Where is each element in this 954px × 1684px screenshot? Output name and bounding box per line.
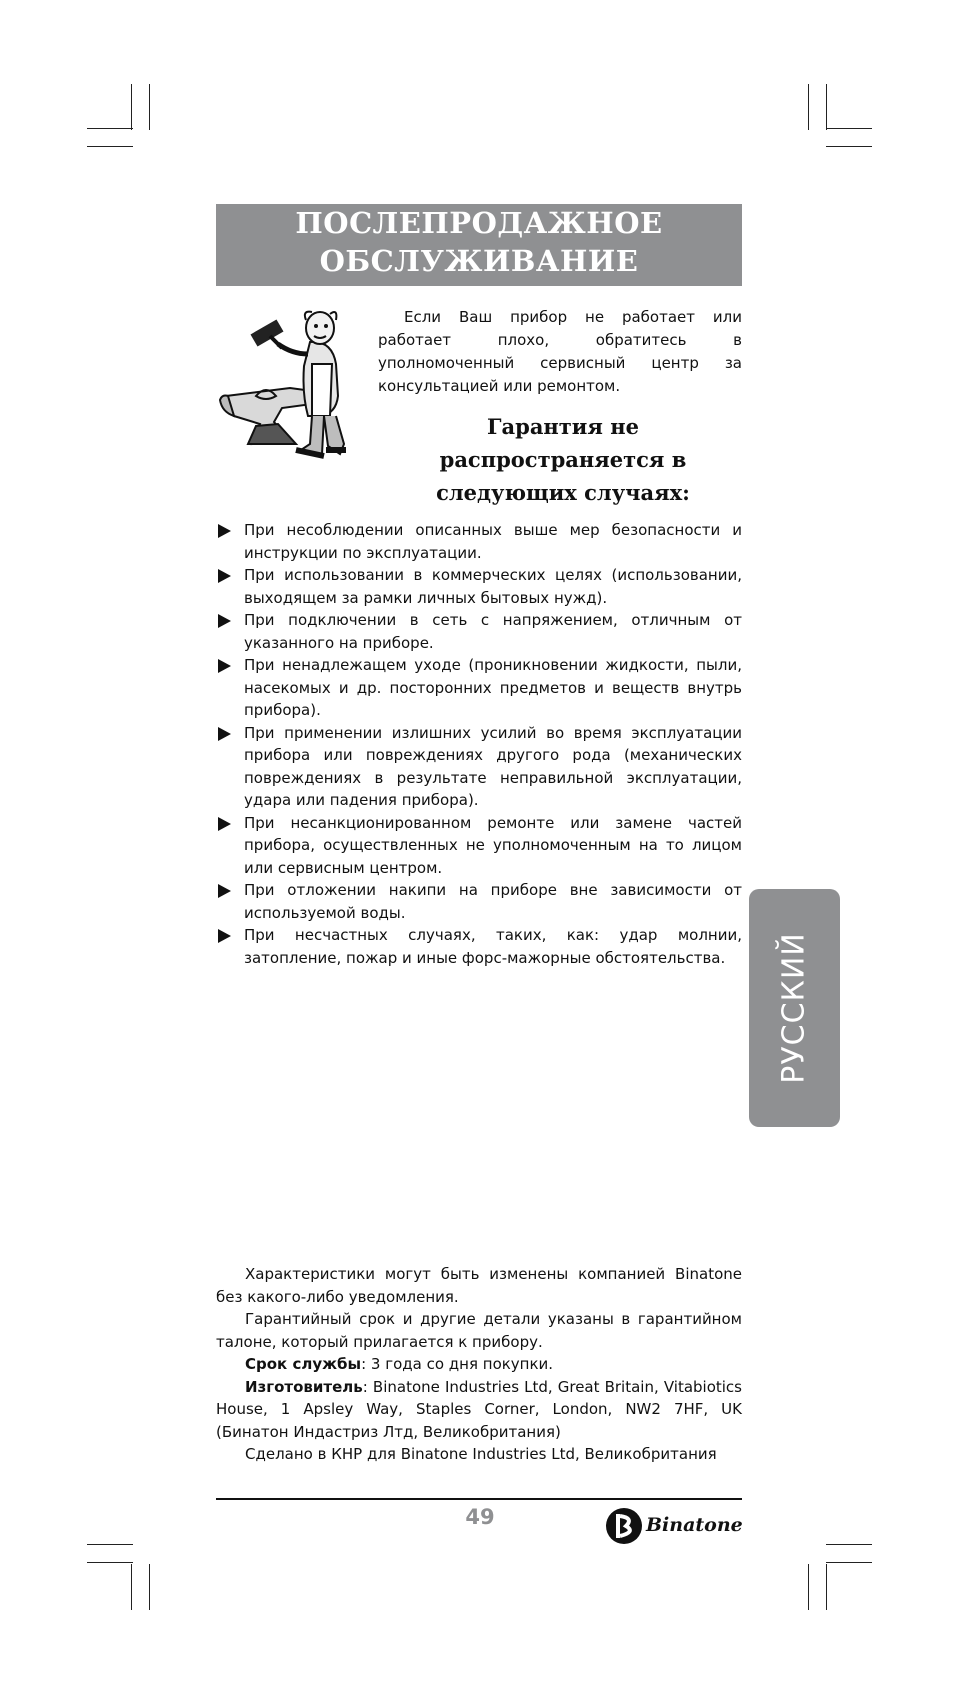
intro-paragraph: Если Ваш прибор не работает или работает плохо, обратитесь в уполномоченный сервисный центр за консультацией или ремонтом. [378, 308, 742, 395]
triangle-bullet-icon [218, 569, 231, 583]
warranty-heading: Гарантия не распространяется в следующих случаях: [436, 414, 690, 505]
footer-notes [216, 1263, 742, 1466]
binatone-logo-icon [604, 1506, 644, 1546]
crop-mark [826, 1544, 872, 1545]
crop-mark [808, 1564, 809, 1610]
list-item: При подключении в сеть с напряжением, отличным от указанного на приборе. [216, 609, 742, 654]
triangle-bullet-icon [218, 524, 231, 538]
section-title-line1: ПОСЛЕПРОДАЖНОЕ [295, 206, 663, 240]
triangle-bullet-icon [218, 817, 231, 831]
crop-mark [131, 84, 132, 130]
language-tab [749, 889, 840, 1127]
list-item: При несоблюдении описанных выше мер безопасности и инструкции по эксплуатации. [216, 519, 742, 564]
crop-mark [149, 84, 150, 130]
crop-mark [87, 128, 133, 129]
list-item: При ненадлежащем уходе (проникновении жидкости, пыли, насекомых и др. посторонних предметов и веществ внутрь прибора). [216, 654, 742, 722]
list-item: При применении излишних усилий во время эксплуатации прибора или повреждениях другого рода (механических повреждениях в результате неправильной эксплуатации, удара или падения прибора). [216, 722, 742, 812]
specs-note: Характеристики могут быть изменены компанией Binatone без какого-либо уведомления. [216, 1265, 742, 1306]
warranty-note: Гарантийный срок и другие детали указаны в гарантийном талоне, который прилагается к прибору. [216, 1310, 742, 1351]
crop-mark [826, 1564, 827, 1610]
crop-mark [826, 84, 827, 130]
made-in-note: Сделано в КНР для Binatone Industries Ltd, Великобритания [245, 1445, 717, 1463]
service-life: Срок службы: 3 года со дня покупки. [245, 1355, 554, 1373]
crop-mark [87, 1544, 133, 1545]
triangle-bullet-icon [218, 659, 231, 673]
page-number: 49 [465, 1505, 495, 1529]
section-title-line2: ОБСЛУЖИВАНИЕ [319, 244, 639, 278]
triangle-bullet-icon [218, 929, 231, 943]
manufacturer: Изготовитель: Binatone Industries Ltd, Great Britain, Vitabiotics House, 1 Apsley Way, Staples Corner, London, NW2 7HF, UK (Бинатон Индастриз Лтд, Великобритания) [216, 1377, 742, 1441]
blacksmith-illustration [212, 304, 372, 464]
brand-name: Binatone [646, 1514, 743, 1536]
list-item: При несчастных случаях, таких, как: удар молнии, затопление, пожар и иные форс-мажорные обстоятельства. [216, 924, 742, 969]
crop-mark [826, 1562, 872, 1563]
brand-logo [604, 1506, 744, 1548]
footer-divider [216, 1498, 742, 1500]
list-item: При отложении накипи на приборе вне зависимости от используемой воды. [216, 879, 742, 924]
crop-mark [149, 1564, 150, 1610]
crop-mark [808, 84, 809, 130]
triangle-bullet-icon [218, 614, 231, 628]
crop-mark [131, 1564, 132, 1610]
crop-mark [826, 128, 872, 129]
crop-mark [826, 146, 872, 147]
crop-mark [87, 1562, 133, 1563]
crop-mark [87, 146, 133, 147]
triangle-bullet-icon [218, 884, 231, 898]
language-tab-label: РУССКИЙ [776, 932, 812, 1084]
triangle-bullet-icon [218, 727, 231, 741]
exclusion-list [216, 519, 742, 969]
section-title-band [216, 204, 742, 286]
list-item: При несанкционированном ремонте или замене частей прибора, осуществленных не уполномоченным на то лицом или сервисным центром. [216, 812, 742, 880]
list-item: При использовании в коммерческих целях (использовании, выходящем за рамки личных бытовых нужд). [216, 564, 742, 609]
